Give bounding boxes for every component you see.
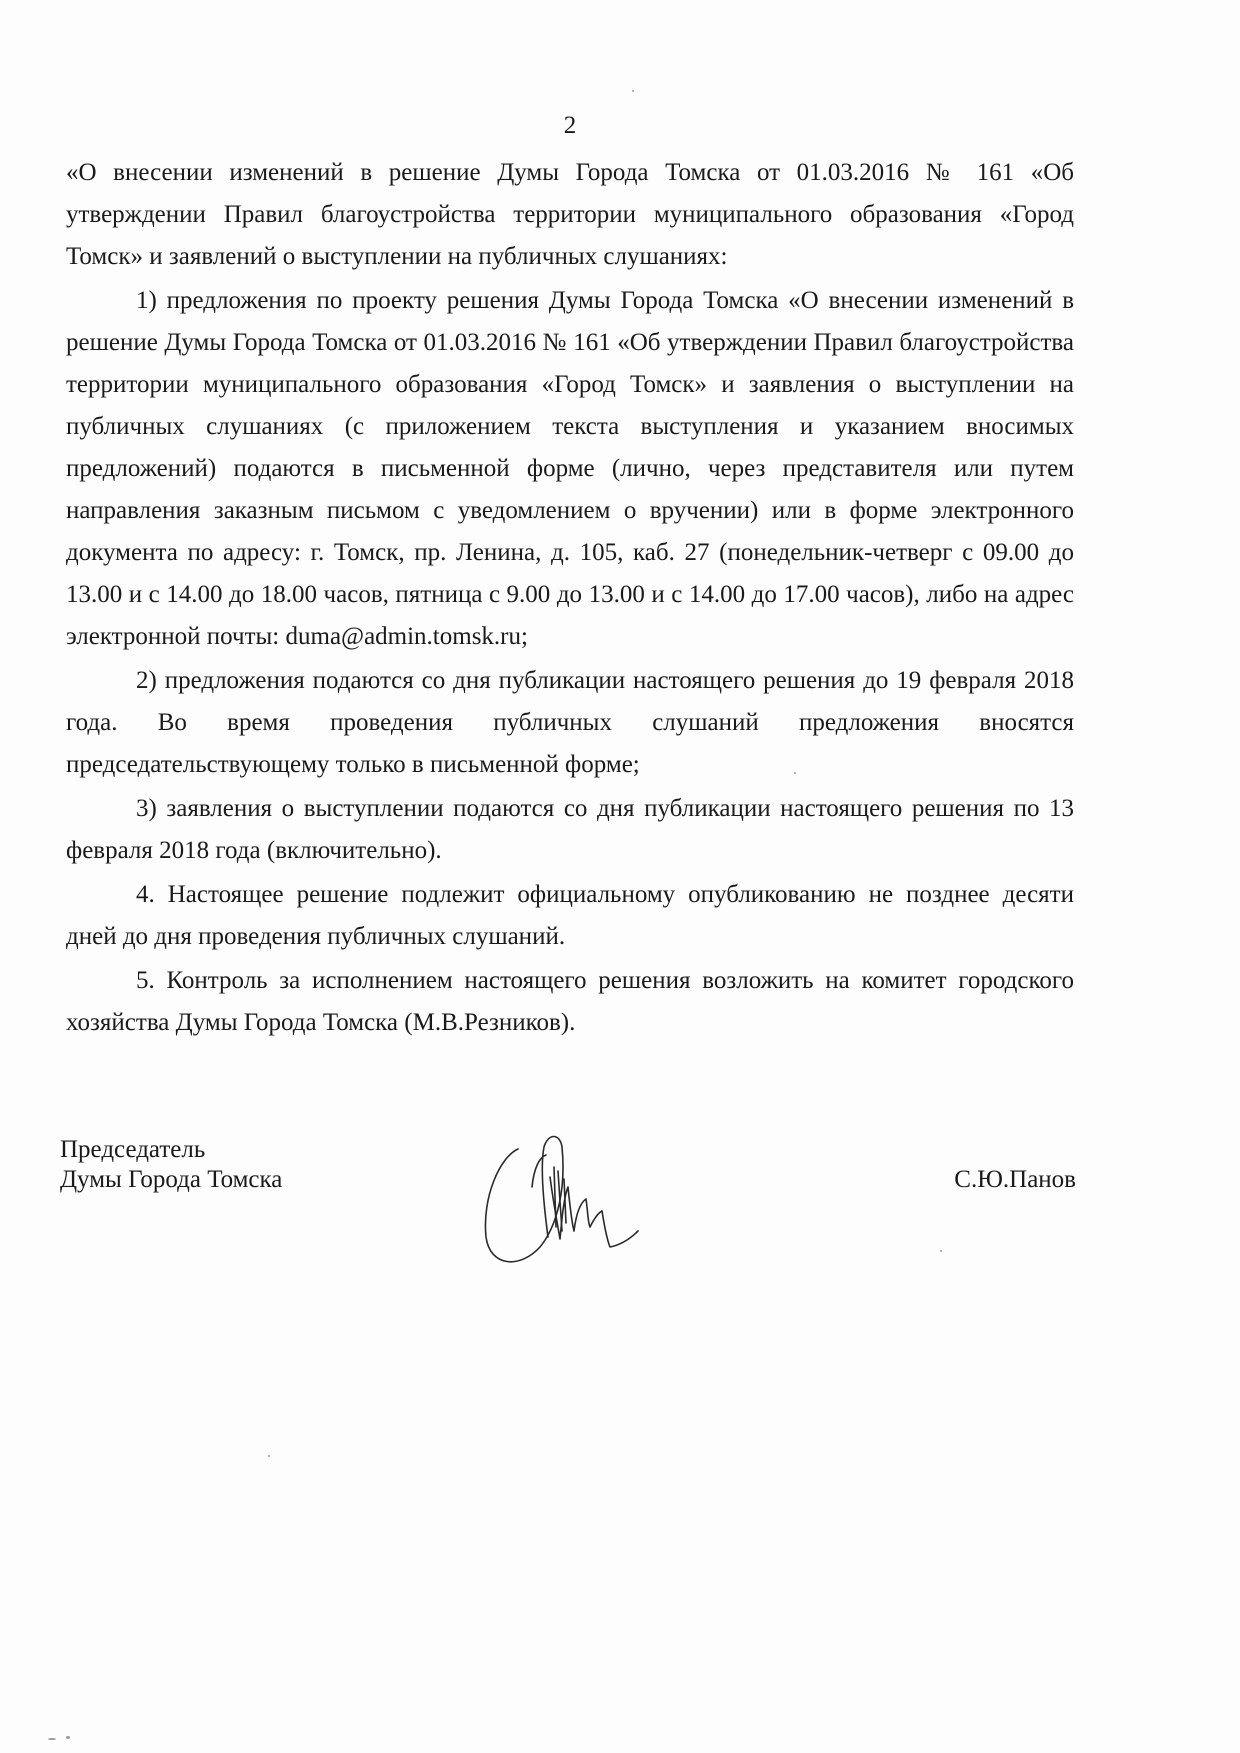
signer-title	[60, 1135, 282, 1195]
signer-title-line-2: Думы Города Томска	[60, 1166, 283, 1193]
paragraph-intro: «О внесении изменений в решение Думы Города Томска от 01.03.2016 № 161 «Об утверждении Правил благоустройства территории муниципального образования «Город Томск» и заявлений о выступлении на публичных слушаниях:	[66, 159, 1074, 270]
document-body	[66, 152, 1074, 1044]
paragraph-item-1: 1) предложения по проекту решения Думы Города Томска «О внесении изменений в решение Думы Города Томска от 01.03.2016 № 161 «Об утверждении Правил благоустройства территории муниципального образования «Город Томск» и заявления о выступлении на публичных слушаниях (с приложением текста выступления и указанием вносимых предложений) подаются в письменной форме (лично, через представителя или путем направления заказным письмом с уведомлением о вручении) или в форме электронного документа по адресу: г. Томск, пр. Ленина, д. 105, каб. 27 (понедельник-четверг с 09.00 до 13.00 и с 14.00 до 18.00 часов, пятница с 9.00 до 13.00 и с 14.00 до 17.00 часов), либо на адрес электронной почты: duma@admin.tomsk.ru;	[66, 287, 1074, 650]
scan-speck	[48, 1738, 56, 1740]
paragraph-item-2: 2) предложения подаются со дня публикации настоящего решения до 19 февраля 2018 года. Во время проведения публичных слушаний предложения вносятся председательствующему только в письменной форме;	[66, 667, 1074, 778]
scan-speck	[268, 1455, 270, 1457]
scan-speck	[940, 1250, 942, 1252]
scan-speck	[632, 90, 634, 92]
paragraph-item-3: 3) заявления о выступлении подаются со дня публикации настоящего решения по 13 февраля 2018 года (включительно).	[66, 795, 1074, 864]
signer-title-line-1: Председатель	[60, 1136, 206, 1163]
paragraph-point-4: 4. Настоящее решение подлежит официальному опубликованию не позднее десяти дней до дня проведения публичных слушаний.	[66, 881, 1074, 950]
scan-speck	[66, 1736, 70, 1739]
signer-name: С.Ю.Панов	[954, 1166, 1076, 1193]
scan-speck	[794, 772, 796, 774]
handwritten-signature	[470, 1127, 700, 1277]
page-number: 2	[563, 112, 577, 139]
paragraph-point-5: 5. Контроль за исполнением настоящего решения возложить на комитет городского хозяйства Думы Города Томска (М.В.Резников).	[66, 967, 1074, 1036]
signature-block	[60, 1135, 1076, 1285]
